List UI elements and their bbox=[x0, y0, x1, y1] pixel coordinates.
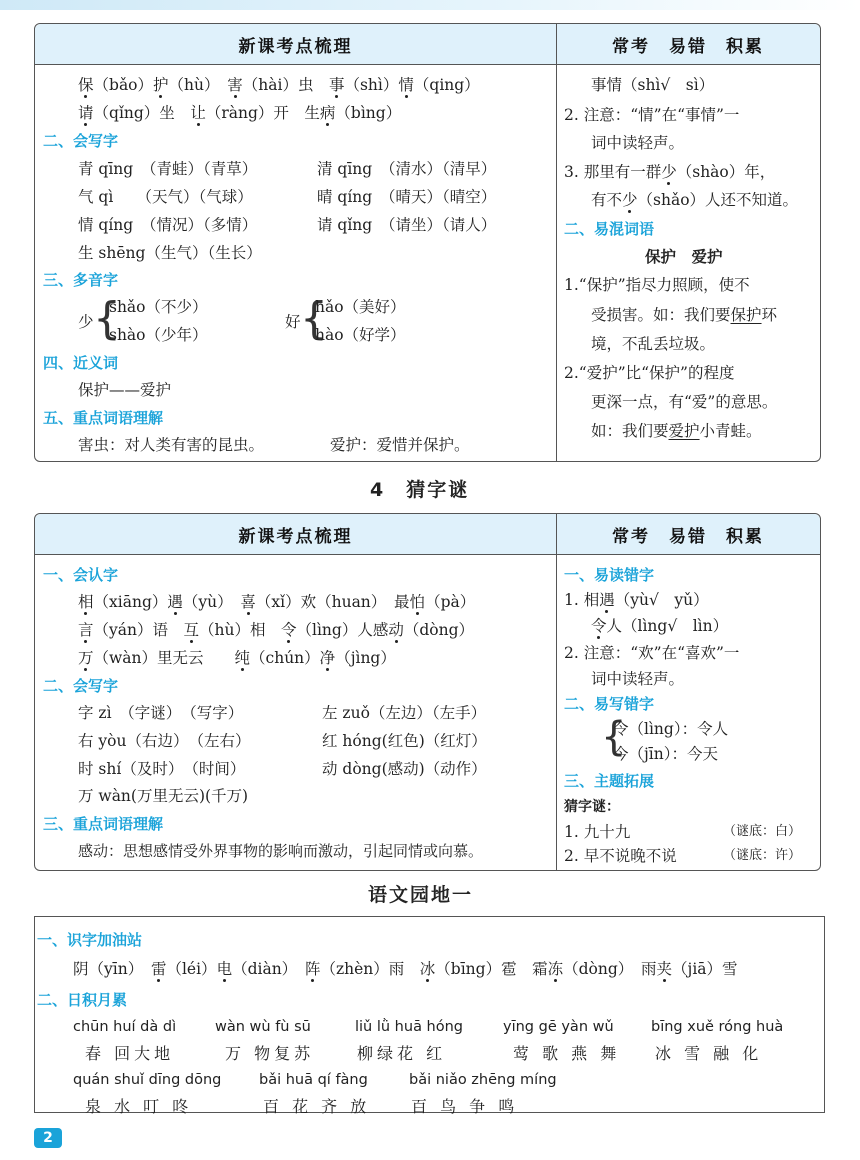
section1-right-header: 常考 易错 积累 bbox=[556, 24, 820, 65]
section3-box bbox=[34, 916, 825, 1116]
s1-polyphone2-a: hǎo（美好） bbox=[315, 298, 406, 316]
idiom6-pinyin: quán shuǐ dīng dōng bbox=[73, 1072, 222, 1088]
section2-right-header: 常考 易错 积累 bbox=[556, 514, 820, 555]
idiom5-pinyin: bīng xuě róng huà bbox=[651, 1019, 784, 1035]
s1-polyphone1-b: shào（少年） bbox=[109, 326, 208, 344]
s2-right-line2a: 2. 注意：“欢”在“喜欢”一 bbox=[564, 644, 740, 662]
s1-right-line4c: 境，不乱丢垃圾。 bbox=[591, 335, 716, 353]
idiom5-hanzi: 冰 雪 融 化 bbox=[655, 1044, 763, 1063]
idiom4-pinyin: yīng gē yàn wǔ bbox=[503, 1019, 614, 1035]
s1-right-line4b: 受损害。如：我们要保护环 bbox=[591, 306, 778, 324]
s1-section-polyphone: 三、多音字 bbox=[43, 271, 119, 289]
s3-section-literacy: 一、识字加油站 bbox=[37, 931, 143, 949]
s2-write-row4a: 万 wàn(万里无云)(千万) bbox=[78, 787, 249, 805]
s2-recognize-line2: 言（yán）语 互（hù）相 令（lìng）人感动（dòng） bbox=[78, 621, 475, 639]
s1-right-line1: 事情（shì√ sì） bbox=[591, 76, 715, 94]
s3-section-accumulate: 二、日积月累 bbox=[37, 991, 128, 1009]
s1-right-line5a: 2.“爱护”比“保护”的程度 bbox=[564, 364, 735, 382]
s1-write-row4a: 生 shēng（生气）（生长） bbox=[78, 244, 262, 262]
s2-right-char2: 今（jīn）：今天 bbox=[613, 745, 718, 763]
idiom1-pinyin: chūn huí dà dì bbox=[73, 1019, 177, 1035]
s2-section-write: 二、会写字 bbox=[43, 677, 119, 695]
idiom8-hanzi: 百 鸟 争 鸣 bbox=[411, 1097, 519, 1116]
s2-right-char1: 令（lìng）：令人 bbox=[613, 720, 729, 738]
s2-write-row1a: 字 zì （字谜） （写字） bbox=[78, 704, 244, 722]
s1-right-word-pair: 保护 爱护 bbox=[645, 248, 723, 266]
s2-right-line1b: 令人（lìng√ lìn） bbox=[591, 617, 729, 635]
s1-right-line5b: 更深一点，有“爱”的意思。 bbox=[591, 393, 778, 411]
s2-right-section-misread: 一、易读错字 bbox=[564, 566, 655, 584]
s1-write-row1a: 青 qīng （青蛙）（青草） bbox=[78, 160, 258, 178]
section1-divider bbox=[556, 24, 557, 461]
idiom1-hanzi: 春 回大地 bbox=[85, 1044, 175, 1063]
s1-polyphone2-b: hào（好学） bbox=[315, 326, 406, 344]
idiom2-pinyin: wàn wù fù sū bbox=[215, 1019, 311, 1035]
s1-meaning1: 害虫：对人类有害的昆虫。 bbox=[78, 436, 265, 454]
section2-box bbox=[34, 513, 821, 871]
section2-divider bbox=[556, 514, 557, 870]
s2-write-row2b: 红 hóng(红色)（红灯） bbox=[322, 732, 487, 750]
s1-polyphone1-brace: { bbox=[93, 293, 121, 344]
s1-write-row3a: 情 qíng （情况）（多情） bbox=[78, 216, 258, 234]
s1-write-row1b: 清 qīng （清水）（清早） bbox=[317, 160, 497, 178]
s1-section-write: 二、会写字 bbox=[43, 132, 119, 150]
s2-write-row3a: 时 shí（及时） （时间） bbox=[78, 760, 246, 778]
idiom7-hanzi: 百 花 齐 放 bbox=[263, 1097, 371, 1116]
s1-right-line2b: 词中读轻声。 bbox=[591, 134, 685, 152]
idiom3-hanzi: 柳绿花 红 bbox=[357, 1044, 447, 1063]
s1-right-line4a: 1.“保护”指尽力照顾，使不 bbox=[564, 276, 750, 294]
s1-meaning2: 爱护：爱惜并保护。 bbox=[330, 436, 470, 454]
s2-recognize-line1: 相（xiāng）遇（yù） 喜（xǐ）欢（huan） 最怕（pà） bbox=[78, 593, 476, 611]
s2-right-subtitle: 猜字谜： bbox=[564, 799, 620, 815]
s1-recognize-line2: 请（qǐng）坐 让（ràng）开 生病（bìng） bbox=[78, 104, 402, 122]
s1-synonym: 保护——爱护 bbox=[78, 381, 172, 399]
s2-meaning1: 感动：思想感情受外界事物的影响而激动，引起同情或向慕。 bbox=[78, 842, 484, 860]
s2-section-meaning: 三、重点词语理解 bbox=[43, 815, 164, 833]
garden-title: 语文园地一 bbox=[368, 884, 474, 906]
s1-write-row2b: 晴 qíng （晴天）（晴空） bbox=[317, 188, 497, 206]
s1-right-line3b: 有不少（shǎo）人还不知道。 bbox=[591, 191, 799, 209]
s2-right-section-miswrite: 二、易写错字 bbox=[564, 695, 655, 713]
s1-polyphone1-char: 少 bbox=[78, 313, 94, 331]
s1-section-synonym: 四、近义词 bbox=[43, 354, 119, 372]
s1-section-meaning: 五、重点词语理解 bbox=[43, 409, 164, 427]
s2-write-row2a: 右 yòu（右边） （左右） bbox=[78, 732, 251, 750]
section2-left-header: 新课考点梳理 bbox=[35, 514, 556, 555]
idiom4-hanzi: 莺 歌 燕 舞 bbox=[513, 1044, 621, 1063]
top-decor-band bbox=[0, 0, 860, 10]
s2-riddle1-answer: （谜底：白） bbox=[723, 824, 802, 839]
s2-section-recognize: 一、会认字 bbox=[43, 566, 119, 584]
s3-literacy-line: 阴（yīn） 雷（léi）电（diàn） 阵（zhèn）雨 冰（bīng）雹 霜冻（dòng） 雨夹（jiā）雪 bbox=[73, 960, 738, 978]
section1-box bbox=[34, 23, 821, 462]
s1-right-line5c: 如：我们要爱护小青蛙。 bbox=[591, 422, 762, 440]
s1-polyphone1-a: shǎo（不少） bbox=[109, 298, 208, 316]
s1-write-row2a: 气 qì （天气）（气球） bbox=[78, 188, 253, 206]
s2-write-row1b: 左 zuǒ（左边）（左手） bbox=[322, 704, 487, 722]
s2-riddle2-answer: （谜底：许） bbox=[723, 848, 802, 863]
s1-right-line2a: 2. 注意：“情”在“事情”一 bbox=[564, 106, 740, 124]
s2-riddle1: 1. 九十九 bbox=[564, 823, 631, 841]
s2-right-line2b: 词中读轻声。 bbox=[591, 670, 685, 688]
s2-recognize-line3: 万（wàn）里无云 纯（chún）净（jìng） bbox=[78, 649, 396, 667]
s2-right-line1: 1. 相遇（yù√ yǔ） bbox=[564, 591, 709, 609]
s2-right-brace: { bbox=[601, 714, 627, 760]
s1-right-line3: 3. 那里有一群少（shào）年， bbox=[564, 163, 776, 181]
idiom2-hanzi: 万 物复苏 bbox=[225, 1044, 315, 1063]
idiom8-pinyin: bǎi niǎo zhēng míng bbox=[409, 1072, 557, 1088]
s2-write-row3b: 动 dòng(感动)（动作） bbox=[322, 760, 487, 778]
s1-write-row3b: 请 qǐng （请坐）（请人） bbox=[317, 216, 497, 234]
idiom7-pinyin: bǎi huā qí fàng bbox=[259, 1072, 368, 1088]
lesson-title: 4 猜字谜 bbox=[370, 479, 470, 501]
s1-polyphone2-brace: { bbox=[300, 293, 328, 344]
page-number: 2 bbox=[34, 1128, 62, 1148]
section1-left-header: 新课考点梳理 bbox=[35, 24, 556, 65]
idiom6-hanzi: 泉 水 叮 咚 bbox=[85, 1097, 193, 1116]
s1-right-section-confusing: 二、易混词语 bbox=[564, 220, 655, 238]
s1-recognize-line1: 保（bǎo）护（hù） 害（hài）虫 事（shì）情（qing） bbox=[78, 76, 480, 94]
s2-riddle2: 2. 早不说晚不说 bbox=[564, 847, 677, 865]
s1-polyphone2-char: 好 bbox=[285, 313, 301, 331]
s2-right-section-theme: 三、主题拓展 bbox=[564, 772, 655, 790]
idiom3-pinyin: liǔ lǜ huā hóng bbox=[355, 1019, 464, 1035]
